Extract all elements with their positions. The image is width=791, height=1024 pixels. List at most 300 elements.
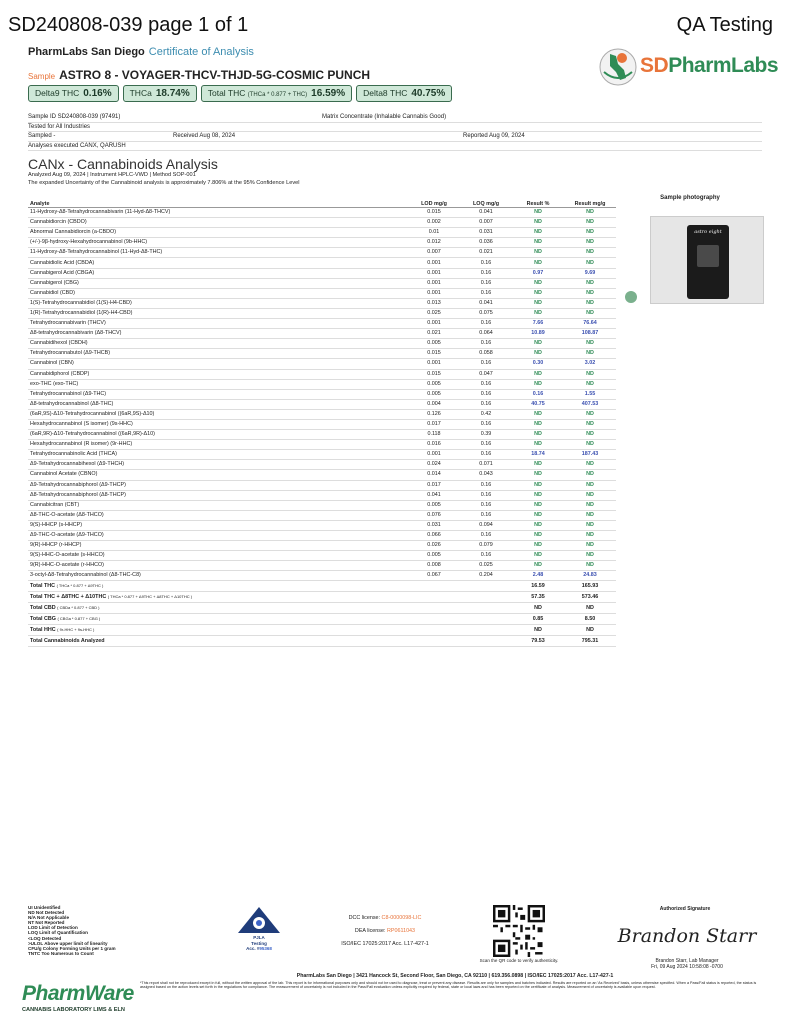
lod-cell: 0.025 bbox=[408, 308, 460, 318]
result-mgg-cell: ND bbox=[564, 551, 616, 561]
lab-line bbox=[28, 46, 254, 58]
result-pct-cell: 7.66 bbox=[512, 319, 564, 329]
result-mgg-cell: 3.02 bbox=[564, 359, 616, 369]
loq-cell: 0.094 bbox=[460, 520, 512, 530]
analyte-cell: 11-Hydroxy-Δ8-Tetrahydrocannabinol (11-Hyd-Δ8-THC) bbox=[28, 248, 408, 258]
lod-cell: 0.008 bbox=[408, 561, 460, 571]
empty-cell bbox=[460, 581, 512, 592]
analyzed-line: Analyzed Aug 09, 2024 | Instrument HPLC-VWD | Method SOP-001 bbox=[28, 172, 196, 178]
table-row bbox=[28, 298, 616, 308]
result-pct-cell: ND bbox=[512, 440, 564, 450]
badge-delta8-thc: Delta8 THC 40.75% bbox=[356, 85, 452, 102]
report-id-header: SD240808-039 page 1 of 1 bbox=[8, 14, 249, 36]
table-row bbox=[28, 319, 616, 329]
result-pct-cell: ND bbox=[512, 369, 564, 379]
total-formula: ( CBGa * 0.877 + CBG ) bbox=[57, 616, 101, 622]
empty-cell bbox=[408, 603, 460, 614]
signature-image: Brandon Starr bbox=[617, 925, 757, 947]
pharmware-logo bbox=[22, 982, 134, 1018]
result-mgg-cell: ND bbox=[564, 419, 616, 429]
result-mgg-cell: 76.64 bbox=[564, 319, 616, 329]
table-row bbox=[28, 278, 616, 288]
loq-cell: 0.42 bbox=[460, 409, 512, 419]
table-row bbox=[28, 228, 616, 238]
device-screen bbox=[697, 245, 719, 267]
table-row bbox=[28, 238, 616, 248]
lod-cell: 0.026 bbox=[408, 541, 460, 551]
lod-cell: 0.017 bbox=[408, 419, 460, 429]
analyte-cell: Cannabigerol Acid (CBGA) bbox=[28, 268, 408, 278]
total-pct-cell: 57.35 bbox=[512, 592, 564, 603]
meta-tested-for: Tested for All Industries bbox=[28, 123, 91, 130]
badge-thca: THCa 18.74% bbox=[123, 85, 197, 102]
loq-cell: 0.064 bbox=[460, 329, 512, 339]
loq-cell: 0.16 bbox=[460, 389, 512, 399]
lod-cell: 0.126 bbox=[408, 409, 460, 419]
pharmware-wordmark: PharmWare bbox=[22, 982, 134, 1005]
loq-cell: 0.041 bbox=[460, 298, 512, 308]
result-pct-cell: ND bbox=[512, 430, 564, 440]
result-mgg-cell: ND bbox=[564, 218, 616, 228]
analyte-cell: (6aR,9R)-Δ10-Tetrahydrocannabinol ((6aR,9R)-Δ10) bbox=[28, 430, 408, 440]
result-pct-cell: ND bbox=[512, 248, 564, 258]
lod-cell: 0.001 bbox=[408, 268, 460, 278]
analyte-cell: (6aR,9S)-Δ10-Tetrahydrocannabinol ((6aR,9S)-Δ10) bbox=[28, 409, 408, 419]
result-pct-cell: ND bbox=[512, 480, 564, 490]
total-row bbox=[28, 625, 616, 636]
result-pct-cell: ND bbox=[512, 409, 564, 419]
total-label-cell bbox=[28, 603, 408, 614]
result-mgg-cell: ND bbox=[564, 208, 616, 218]
result-mgg-cell: ND bbox=[564, 248, 616, 258]
loq-cell: 0.007 bbox=[460, 218, 512, 228]
result-mgg-cell: ND bbox=[564, 238, 616, 248]
total-row bbox=[28, 581, 616, 592]
lod-cell: 0.012 bbox=[408, 238, 460, 248]
table-row bbox=[28, 470, 616, 480]
result-pct-cell: ND bbox=[512, 561, 564, 571]
product-photo-icon bbox=[687, 225, 729, 299]
result-pct-cell: ND bbox=[512, 298, 564, 308]
result-mgg-cell: 187.43 bbox=[564, 450, 616, 460]
result-mgg-cell: ND bbox=[564, 308, 616, 318]
result-pct-cell: ND bbox=[512, 460, 564, 470]
table-row bbox=[28, 389, 616, 399]
table-row bbox=[28, 208, 616, 218]
total-pct-cell: 0.85 bbox=[512, 614, 564, 625]
meta-analyses: Analyses executed CANX, QARUSH bbox=[28, 142, 126, 149]
total-label-cell bbox=[28, 581, 408, 592]
table-row bbox=[28, 541, 616, 551]
result-mgg-cell: ND bbox=[564, 470, 616, 480]
table-row bbox=[28, 218, 616, 228]
result-pct-cell: ND bbox=[512, 490, 564, 500]
table-row bbox=[28, 409, 616, 419]
analyte-cell: Cannabinol (CBN) bbox=[28, 359, 408, 369]
result-pct-cell: 0.97 bbox=[512, 268, 564, 278]
signed-date: Fri, 09 Aug 2024 10:58:08 -0700 bbox=[651, 964, 723, 970]
result-mgg-cell: ND bbox=[564, 288, 616, 298]
result-mgg-cell: ND bbox=[564, 531, 616, 541]
result-mgg-cell: ND bbox=[564, 430, 616, 440]
table-row bbox=[28, 531, 616, 541]
iso-accreditation: ISO/IEC 17025:2017 Acc. L17-427-1 bbox=[341, 941, 429, 947]
table-row bbox=[28, 480, 616, 490]
abbrev-legend bbox=[28, 905, 116, 956]
lod-cell: 0.002 bbox=[408, 218, 460, 228]
col-lod: LOD mg/g bbox=[408, 191, 460, 208]
total-label-cell bbox=[28, 625, 408, 636]
lod-cell: 0.031 bbox=[408, 520, 460, 530]
table-row bbox=[28, 500, 616, 510]
lod-cell: 0.005 bbox=[408, 500, 460, 510]
table-row bbox=[28, 561, 616, 571]
result-pct-cell: ND bbox=[512, 308, 564, 318]
result-pct-cell: ND bbox=[512, 470, 564, 480]
legend-item: N/A Not Applicable bbox=[28, 915, 70, 921]
sample-tag: Sample bbox=[28, 72, 56, 81]
result-pct-cell: ND bbox=[512, 238, 564, 248]
loq-cell: 0.058 bbox=[460, 349, 512, 359]
loq-cell: 0.16 bbox=[460, 440, 512, 450]
section-title: CANx - Cannabinoids Analysis bbox=[28, 156, 218, 172]
table-row bbox=[28, 490, 616, 500]
table-row bbox=[28, 329, 616, 339]
result-pct-cell: 18.74 bbox=[512, 450, 564, 460]
loq-cell: 0.16 bbox=[460, 500, 512, 510]
result-mgg-cell: ND bbox=[564, 369, 616, 379]
lod-cell: 0.015 bbox=[408, 349, 460, 359]
empty-cell bbox=[460, 603, 512, 614]
loq-cell: 0.16 bbox=[460, 288, 512, 298]
pjla-triangle-icon bbox=[234, 905, 284, 935]
lod-cell: 0.001 bbox=[408, 288, 460, 298]
lod-cell: 0.015 bbox=[408, 369, 460, 379]
result-mgg-cell: ND bbox=[564, 228, 616, 238]
col-loq: LOQ mg/g bbox=[460, 191, 512, 208]
loq-cell: 0.071 bbox=[460, 460, 512, 470]
analyte-cell: Δ9-Tetrahydrocannabihexol (Δ9-THCH) bbox=[28, 460, 408, 470]
analyte-cell: Tetrahydrocannabinol (Δ9-THC) bbox=[28, 389, 408, 399]
sample-name: ASTRO 8 - VOYAGER-THCV-THJD-5G-COSMIC PUNCH bbox=[59, 68, 371, 82]
result-pct-cell: ND bbox=[512, 349, 564, 359]
empty-cell bbox=[408, 625, 460, 636]
signer-name: Brandon Starr, Lab Manager bbox=[655, 958, 719, 964]
loq-cell: 0.16 bbox=[460, 419, 512, 429]
empty-cell bbox=[408, 581, 460, 592]
sample-meta bbox=[28, 113, 762, 151]
analyte-cell: exo-THC (exo-THC) bbox=[28, 379, 408, 389]
lod-cell: 0.007 bbox=[408, 248, 460, 258]
meta-sample-id: Sample ID SD240808-039 (97491) bbox=[28, 114, 121, 120]
lod-cell: 0.024 bbox=[408, 460, 460, 470]
loq-cell: 0.16 bbox=[460, 268, 512, 278]
total-mgg-cell: ND bbox=[564, 603, 616, 614]
result-mgg-cell: ND bbox=[564, 520, 616, 530]
table-row bbox=[28, 460, 616, 470]
result-pct-cell: ND bbox=[512, 208, 564, 218]
pharmlabs-california-logo-icon bbox=[596, 44, 640, 90]
table-row bbox=[28, 258, 616, 268]
qr-code-icon[interactable] bbox=[493, 905, 545, 957]
result-mgg-cell: ND bbox=[564, 409, 616, 419]
result-pct-cell: 2.48 bbox=[512, 571, 564, 581]
result-mgg-cell: ND bbox=[564, 541, 616, 551]
total-label: Total Cannabinoids Analyzed bbox=[30, 638, 105, 645]
table-row bbox=[28, 369, 616, 379]
loq-cell: 0.16 bbox=[460, 319, 512, 329]
lab-name: PharmLabs San Diego bbox=[28, 46, 145, 58]
total-label: Total THC bbox=[30, 583, 56, 590]
sdpharmlabs-logo bbox=[596, 44, 779, 90]
table-row bbox=[28, 510, 616, 520]
result-mgg-cell: ND bbox=[564, 561, 616, 571]
loq-cell: 0.075 bbox=[460, 308, 512, 318]
loq-cell: 0.16 bbox=[460, 359, 512, 369]
lod-cell: 0.021 bbox=[408, 329, 460, 339]
total-mgg-cell: 165.93 bbox=[564, 581, 616, 592]
lod-cell: 0.066 bbox=[408, 531, 460, 541]
result-pct-cell: ND bbox=[512, 339, 564, 349]
lod-cell: 0.005 bbox=[408, 389, 460, 399]
analyte-cell: 1(S)-Tetrahydrocannabidiol (1(S)-H4-CBD) bbox=[28, 298, 408, 308]
analyte-cell: Cannabidihexol (CBDH) bbox=[28, 339, 408, 349]
total-label: Total HHC bbox=[30, 627, 56, 634]
footer-disclaimer: *This report shall not be reproduced except in full, without the written approval of the lab. This report is for informational purposes only and should not be used to diagnose, treat or prevent any disease. Results are only for samples and batches indicated. Results are reported on an 'As Received' basis, unless otherwise specified. When a Pass/Fail status is reported, the status is assigned based on the action levels set forth in the regulations for compliance. The measurement of uncertainty is not included in the Pass/Fail evaluation unless explicitly required by federal, state or local laws and has been reported on the certificate of analysis. Measurement of uncertainty is available upon request. bbox=[140, 981, 757, 990]
table-row bbox=[28, 349, 616, 359]
loq-cell: 0.16 bbox=[460, 379, 512, 389]
lod-cell: 0.001 bbox=[408, 319, 460, 329]
total-formula: ( CBDa * 0.877 + CBD ) bbox=[57, 605, 100, 611]
result-pct-cell: ND bbox=[512, 531, 564, 541]
analyte-cell: Cannabidiphorol (CBDP) bbox=[28, 369, 408, 379]
result-pct-cell: ND bbox=[512, 228, 564, 238]
result-mgg-cell: ND bbox=[564, 339, 616, 349]
result-mgg-cell: ND bbox=[564, 480, 616, 490]
analyte-cell: Cannabidiol (CBD) bbox=[28, 288, 408, 298]
result-mgg-cell: ND bbox=[564, 379, 616, 389]
result-mgg-cell: 407.53 bbox=[564, 399, 616, 409]
col-result-pct: Result % bbox=[512, 191, 564, 208]
loq-cell: 0.025 bbox=[460, 561, 512, 571]
dea-license: DEA license: RP0611043 bbox=[354, 928, 416, 934]
lod-cell: 0.01 bbox=[408, 228, 460, 238]
loq-cell: 0.204 bbox=[460, 571, 512, 581]
col-result-mgg: Result mg/g bbox=[564, 191, 616, 208]
analyte-cell: Tetrahydrocannabinolic Acid (THCA) bbox=[28, 450, 408, 460]
doc-type: Certificate of Analysis bbox=[148, 46, 254, 58]
analyte-cell: 3-octyl-Δ8-Tetrahydrocannabinol (Δ8-THC-C8) bbox=[28, 571, 408, 581]
signer bbox=[612, 958, 762, 970]
analyte-cell: Δ8-tetrahydrocannabivarin (Δ8-THCV) bbox=[28, 329, 408, 339]
result-pct-cell: ND bbox=[512, 419, 564, 429]
analyte-cell: Cannabicitran (CBT) bbox=[28, 500, 408, 510]
meta-sampled: Sampled - bbox=[28, 133, 56, 139]
loq-cell: 0.16 bbox=[460, 278, 512, 288]
legend-item: <LOQ Detected bbox=[28, 935, 62, 941]
loq-cell: 0.16 bbox=[460, 339, 512, 349]
badge-total-thc: Total THC (THCa * 0.877 + THC) 16.59% bbox=[201, 85, 352, 102]
cannabinoid-table bbox=[28, 191, 616, 647]
lod-cell: 0.005 bbox=[408, 551, 460, 561]
analyte-cell: Hexahydrocannabinol (S isomer) (9s-HHC) bbox=[28, 419, 408, 429]
lod-cell: 0.017 bbox=[408, 480, 460, 490]
badge-delta9-thc: Delta9 THC 0.16% bbox=[28, 85, 119, 102]
analyte-cell: (+/-)-9β-hydroxy-Hexahydrocannabinol (9b-HHC) bbox=[28, 238, 408, 248]
analyte-cell: Δ9-THC-O-acetate (Δ9-THCO) bbox=[28, 531, 408, 541]
table-row bbox=[28, 430, 616, 440]
lod-cell: 0.001 bbox=[408, 450, 460, 460]
table-row bbox=[28, 419, 616, 429]
empty-cell bbox=[460, 625, 512, 636]
loq-cell: 0.041 bbox=[460, 208, 512, 218]
result-pct-cell: 0.16 bbox=[512, 389, 564, 399]
analyte-cell: Cannabinol Acetate (CBNO) bbox=[28, 470, 408, 480]
qa-testing-header: QA Testing bbox=[676, 14, 773, 36]
legend-item: UI Unidentified bbox=[28, 905, 61, 910]
lod-cell: 0.014 bbox=[408, 470, 460, 480]
legend-item: TNTC Too Numerous to Count bbox=[28, 950, 94, 956]
total-mgg-cell: 8.50 bbox=[564, 614, 616, 625]
analyte-cell: 9(S)-HHCP (s-HHCP) bbox=[28, 520, 408, 530]
result-mgg-cell: 1.55 bbox=[564, 389, 616, 399]
legend-item: LOD Limit of Detection bbox=[28, 925, 78, 931]
total-label-cell bbox=[28, 592, 408, 603]
total-row bbox=[28, 603, 616, 614]
potency-badges bbox=[28, 85, 452, 102]
lod-cell: 0.118 bbox=[408, 430, 460, 440]
table-row bbox=[28, 520, 616, 530]
photo-header: Sample photography bbox=[660, 195, 720, 201]
total-label: Total CBG bbox=[30, 616, 56, 623]
product-label: astro eight bbox=[694, 229, 722, 235]
lod-cell: 0.001 bbox=[408, 258, 460, 268]
lod-cell: 0.013 bbox=[408, 298, 460, 308]
col-analyte: Analyte bbox=[28, 191, 408, 208]
sample-line bbox=[28, 66, 370, 84]
total-formula: ( THCa * 0.877 + Δ9THC ) bbox=[56, 583, 104, 589]
legend-item: LOQ Limit of Quantification bbox=[28, 930, 88, 936]
table-row bbox=[28, 359, 616, 369]
result-pct-cell: ND bbox=[512, 551, 564, 561]
lod-cell: 0.001 bbox=[408, 359, 460, 369]
analyte-cell: Cannabigerol (CBG) bbox=[28, 278, 408, 288]
result-mgg-cell: ND bbox=[564, 349, 616, 359]
total-mgg-cell: ND bbox=[564, 625, 616, 636]
result-pct-cell: ND bbox=[512, 379, 564, 389]
result-mgg-cell: 24.83 bbox=[564, 571, 616, 581]
signature-header: Authorized Signature bbox=[659, 906, 711, 912]
loq-cell: 0.16 bbox=[460, 399, 512, 409]
lod-cell: 0.015 bbox=[408, 208, 460, 218]
empty-cell bbox=[460, 614, 512, 625]
total-formula: ( 9r-HHC + 9s-HHC ) bbox=[57, 627, 95, 633]
result-pct-cell: ND bbox=[512, 258, 564, 268]
loq-cell: 0.036 bbox=[460, 238, 512, 248]
result-pct-cell: 40.75 bbox=[512, 399, 564, 409]
table-row bbox=[28, 288, 616, 298]
empty-cell bbox=[408, 614, 460, 625]
table-row bbox=[28, 308, 616, 318]
total-row bbox=[28, 636, 616, 647]
total-label: Total CBD bbox=[30, 605, 56, 612]
lod-cell: 0.076 bbox=[408, 510, 460, 520]
analyte-cell: 1(R)-Tetrahydrocannabidiol (1(R)-H4-CBD) bbox=[28, 308, 408, 318]
loq-cell: 0.021 bbox=[460, 248, 512, 258]
total-formula: ( THCa * 0.877 + Δ9THC + Δ8THC + Δ10THC ) bbox=[107, 594, 193, 600]
analyte-cell: Δ8-tetrahydrocannabinol (Δ8-THC) bbox=[28, 399, 408, 409]
total-pct-cell: ND bbox=[512, 625, 564, 636]
table-row bbox=[28, 440, 616, 450]
result-mgg-cell: ND bbox=[564, 460, 616, 470]
legend-item: >ULOL Above upper limit of linearity bbox=[28, 940, 108, 946]
empty-cell bbox=[408, 592, 460, 603]
empty-cell bbox=[408, 636, 460, 647]
result-mgg-cell: 9.69 bbox=[564, 268, 616, 278]
table-row bbox=[28, 248, 616, 258]
loq-cell: 0.16 bbox=[460, 490, 512, 500]
pjla-text: PJLA Testing Acc. #95368 bbox=[246, 935, 272, 951]
lod-cell: 0.001 bbox=[408, 278, 460, 288]
meta-received: Received Aug 08, 2024 bbox=[173, 133, 236, 139]
table-row bbox=[28, 450, 616, 460]
loq-cell: 0.39 bbox=[460, 430, 512, 440]
result-pct-cell: 10.89 bbox=[512, 329, 564, 339]
total-pct-cell: 16.59 bbox=[512, 581, 564, 592]
result-mgg-cell: 108.87 bbox=[564, 329, 616, 339]
loq-cell: 0.16 bbox=[460, 258, 512, 268]
analyte-cell: Tetrahydrocannabivarin (THCV) bbox=[28, 319, 408, 329]
result-mgg-cell: ND bbox=[564, 490, 616, 500]
licenses bbox=[320, 912, 450, 951]
loq-cell: 0.031 bbox=[460, 228, 512, 238]
legend-item: NT Not Reported bbox=[28, 920, 65, 926]
table-row bbox=[28, 571, 616, 581]
analyte-cell: 11-Hydroxy-Δ8-Tetrahydrocannabivarin (11-Hyd-Δ8-THCV) bbox=[28, 208, 408, 218]
table-row bbox=[28, 551, 616, 561]
loq-cell: 0.047 bbox=[460, 369, 512, 379]
table-row bbox=[28, 339, 616, 349]
result-mgg-cell: ND bbox=[564, 510, 616, 520]
total-label-cell bbox=[28, 614, 408, 625]
table-row bbox=[28, 268, 616, 278]
qr-caption: Scan the QR code to verify authenticity. bbox=[479, 958, 559, 963]
analyte-cell: Hexahydrocannabinol (R isomer) (9r-HHC) bbox=[28, 440, 408, 450]
loq-cell: 0.16 bbox=[460, 531, 512, 541]
analyte-cell: Cannabidiolic Acid (CBDA) bbox=[28, 258, 408, 268]
loq-cell: 0.16 bbox=[460, 450, 512, 460]
lod-cell: 0.004 bbox=[408, 399, 460, 409]
total-mgg-cell: 795.31 bbox=[564, 636, 616, 647]
result-pct-cell: ND bbox=[512, 218, 564, 228]
loq-cell: 0.16 bbox=[460, 480, 512, 490]
table-row bbox=[28, 399, 616, 409]
total-row bbox=[28, 614, 616, 625]
footer-address: PharmLabs San Diego | 3421 Hancock St, Second Floor, San Diego, CA 92110 | 619.356.0898 | ISO/IEC 17025:2017 Acc. L17-427-1 bbox=[296, 973, 614, 979]
analyte-cell: 9(S)-HHC-O-acetate (s-HHCO) bbox=[28, 551, 408, 561]
loq-cell: 0.079 bbox=[460, 541, 512, 551]
result-pct-cell: ND bbox=[512, 510, 564, 520]
total-pct-cell: 79.53 bbox=[512, 636, 564, 647]
analyte-cell: 9(R)-HHCP (r-HHCP) bbox=[28, 541, 408, 551]
result-mgg-cell: ND bbox=[564, 500, 616, 510]
table-row bbox=[28, 379, 616, 389]
analyte-cell: Tetrahydrocannabutol (Δ9-THCB) bbox=[28, 349, 408, 359]
analyte-cell: 9(R)-HHC-O-acetate (r-HHCO) bbox=[28, 561, 408, 571]
result-mgg-cell: ND bbox=[564, 258, 616, 268]
dcc-license: DCC license: C8-0000098-LIC bbox=[348, 915, 422, 921]
uncertainty-line: The expanded Uncertainty of the Cannabinoid analysis is approximately 7.806% at the 95% Confidence Level bbox=[28, 179, 300, 186]
